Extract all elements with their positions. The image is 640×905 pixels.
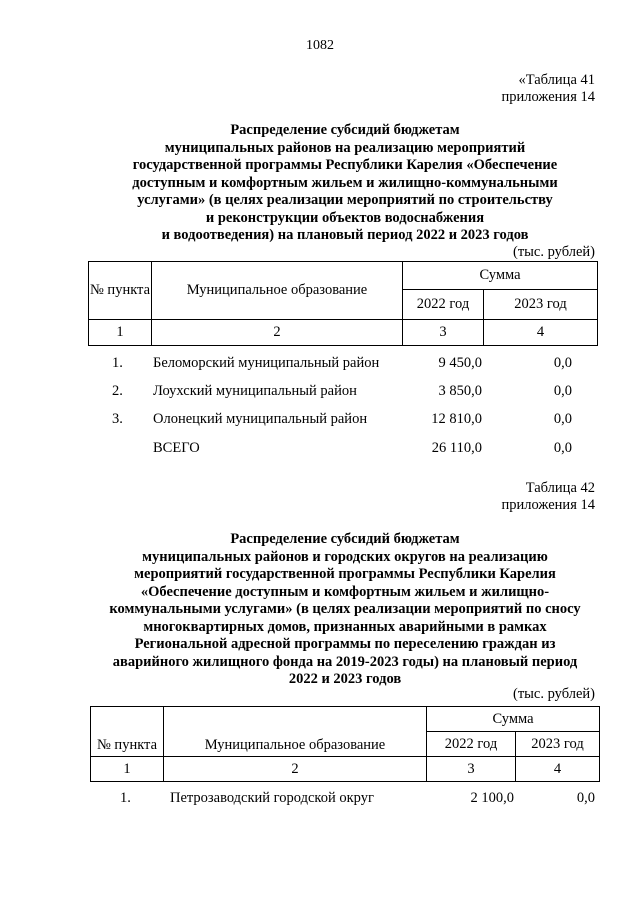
header-num: № пункта bbox=[91, 707, 164, 757]
title-line: муниципальных районов на реализацию мероприятий bbox=[164, 139, 526, 156]
title-line: 2022 и 2023 годов bbox=[288, 671, 402, 687]
index-cell: 2 bbox=[164, 757, 427, 782]
table41-units: (тыс. рублей) bbox=[513, 244, 595, 260]
header-mo: Муниципальное образование bbox=[164, 707, 427, 757]
index-cell: 1 bbox=[89, 320, 152, 346]
table-row-total bbox=[0, 440, 640, 460]
table42-caption-line1: Таблица 42 bbox=[525, 480, 595, 496]
table42-header-table bbox=[90, 706, 600, 782]
header-sum: Сумма bbox=[427, 707, 600, 732]
row-name: Петрозаводский городской округ bbox=[170, 790, 374, 806]
row-num: 2. bbox=[112, 383, 123, 399]
row-name: ВСЕГО bbox=[153, 440, 200, 456]
title-line: государственной программы Республики Карелия «Обеспечение bbox=[132, 157, 558, 173]
row-2023: 0,0 bbox=[553, 440, 572, 456]
title-line: аварийного жилищного фонда на 2019-2023 годы) на плановый период bbox=[112, 653, 578, 670]
title-line: коммунальными услугами» (в целях реализации мероприятий по сносу bbox=[109, 601, 581, 617]
title-line: услугами» (в целях реализации мероприятий по строительству bbox=[137, 192, 553, 208]
header-sum: Сумма bbox=[403, 262, 598, 290]
table-row bbox=[0, 355, 640, 375]
title-line: и водоотведения) на плановый период 2022 и 2023 годов bbox=[161, 227, 529, 243]
row-2023: 0,0 bbox=[553, 411, 572, 427]
table41-title bbox=[60, 122, 630, 245]
table41-caption bbox=[502, 72, 595, 106]
index-cell: 2 bbox=[152, 320, 403, 346]
row-2023: 0,0 bbox=[553, 355, 572, 371]
header-2023: 2023 год bbox=[484, 290, 598, 320]
title-line: доступным и комфортным жильем и жилищно-коммунальными bbox=[132, 174, 558, 191]
row-2023: 0,0 bbox=[553, 383, 572, 399]
title-line: и реконструкции объектов водоснабжения bbox=[205, 209, 485, 226]
row-num: 3. bbox=[112, 411, 123, 427]
row-name: Лоухский муниципальный район bbox=[153, 383, 357, 399]
page-number: 1082 bbox=[306, 38, 334, 53]
index-cell: 4 bbox=[484, 320, 598, 346]
title-line: Распределение субсидий бюджетам bbox=[230, 531, 460, 547]
index-cell: 3 bbox=[403, 320, 484, 346]
table41-header-table bbox=[88, 261, 598, 346]
index-cell: 1 bbox=[91, 757, 164, 782]
table-row bbox=[0, 790, 640, 810]
row-2022: 2 100,0 bbox=[470, 790, 514, 806]
title-line: мероприятий государственной программы Республики Карелия bbox=[134, 566, 556, 582]
header-mo: Муниципальное образование bbox=[152, 262, 403, 320]
table42-caption bbox=[502, 480, 595, 514]
header-2023: 2023 год bbox=[516, 732, 600, 757]
table-row bbox=[0, 411, 640, 431]
row-2022: 26 110,0 bbox=[431, 440, 482, 456]
title-line: «Обеспечение доступным и комфортным жильем и жилищно- bbox=[140, 583, 550, 600]
title-line: муниципальных районов и городских округов на реализацию bbox=[142, 548, 548, 565]
row-2023: 0,0 bbox=[576, 790, 595, 806]
title-line: многоквартирных домов, признанных аварийными в рамках bbox=[143, 618, 547, 635]
row-num: 1. bbox=[120, 790, 131, 806]
row-name: Олонецкий муниципальный район bbox=[153, 411, 368, 427]
row-2022: 12 810,0 bbox=[431, 411, 482, 427]
title-line: Региональной адресной программы по переселению граждан из bbox=[134, 636, 556, 652]
table41-caption-line2: приложения 14 bbox=[501, 89, 595, 105]
table42-units: (тыс. рублей) bbox=[513, 686, 595, 702]
header-2022: 2022 год bbox=[427, 732, 516, 757]
table42-caption-line2: приложения 14 bbox=[501, 497, 595, 513]
index-cell: 3 bbox=[427, 757, 516, 782]
table42-title bbox=[60, 531, 630, 689]
row-2022: 3 850,0 bbox=[438, 383, 482, 399]
row-2022: 9 450,0 bbox=[438, 355, 482, 371]
table41-caption-line1: «Таблица 41 bbox=[518, 72, 595, 88]
title-line: Распределение субсидий бюджетам bbox=[230, 122, 460, 138]
row-num: 1. bbox=[112, 355, 123, 371]
table-row bbox=[0, 383, 640, 403]
header-2022: 2022 год bbox=[403, 290, 484, 320]
index-cell: 4 bbox=[516, 757, 600, 782]
row-name: Беломорский муниципальный район bbox=[153, 355, 380, 371]
header-num: № пункта bbox=[89, 262, 152, 320]
